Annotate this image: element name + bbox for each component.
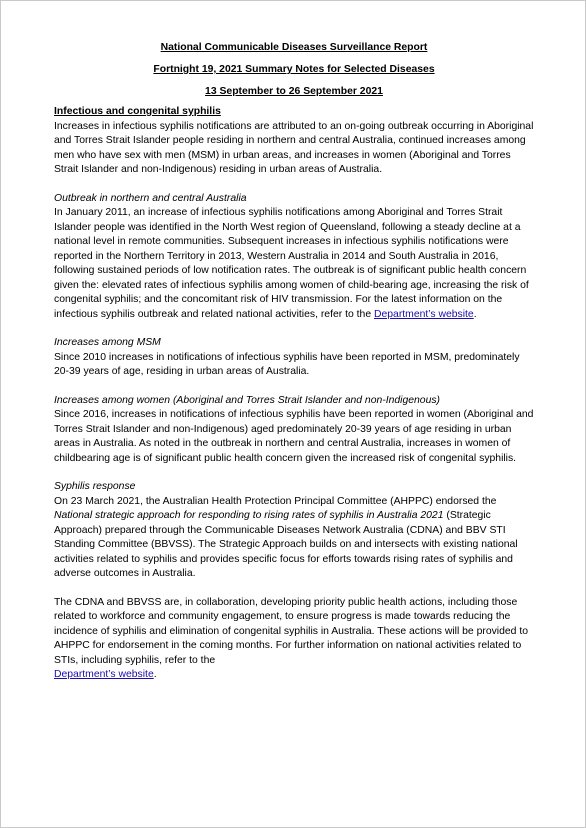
report-subtitle: Fortnight 19, 2021 Summary Notes for Selected Diseases <box>153 64 435 75</box>
outbreak-heading: Outbreak in northern and central Australia <box>54 192 247 204</box>
women-paragraph: Since 2016, increases in notifications of infectious syphilis have been reported in women (Aboriginal and Torres Strait Islander and non-Indigenous) aged predominately 20-39 years of age residing in urban areas in Australia. As noted in the outbreak in northern and central Australia, increases in women of childbearing age is of significant public health concern given the increased risk of congenital syphilis. <box>54 409 534 464</box>
department-website-link[interactable]: Department’s website <box>373 308 474 320</box>
outbreak-body: In January 2011, an increase of infectious syphilis notifications among Aboriginal and Torres Strait Islander people was identified in the North West region of Queensland, following a steady decline at a national level in remote communities. Subsequent increases in infectious syphilis notifications were reported in the Northern Territory in 2013, Western Australia in 2014 and South Australia in 2016, following sustained periods of low notification rates. The outbreak is of significant public health concern given the: elevated rates of infectious syphilis among women of child-bearing age, increasing the risk of congenital syphilis; and the concomitant risk of HIV transmission. For the latest information on the infectious syphilis outbreak and related national activities, refer to the <box>54 207 529 320</box>
response-end: . <box>153 669 157 680</box>
msm-paragraph: Since 2010 increases in notifications of infectious syphilis have been reported in MSM, predominately 20-39 years of age, residing in urban areas of Australia. <box>54 351 520 377</box>
response-body-start: On 23 March 2021, the Australian Health Protection Principal Committee (AHPPC) endorsed the <box>54 495 497 507</box>
document-body <box>54 105 534 683</box>
report-title: National Communicable Diseases Surveillance Report <box>160 42 428 53</box>
strategic-approach-title: National strategic approach for responding to rising rates of syphilis in Australia 2021 <box>54 510 444 521</box>
response-paragraph-2 <box>54 596 534 683</box>
msm-heading: Increases among MSM <box>54 337 161 348</box>
spacer <box>54 582 534 596</box>
response-body-end: (Strategic Approach) prepared through the Communicable Diseases Network Australia (CDNA) and BBV STI Standing Committee (BBVSS). The Strategic Approach builds on and intersects with existing national activities related to syphilis and provides specific focus for efforts towards rising rates of syphilis and adverse outcomes in Australia. <box>54 510 518 579</box>
response-heading: Syphilis response <box>54 481 136 492</box>
spacer <box>54 380 534 394</box>
women-heading: Increases among women (Aboriginal and Torres Strait Islander and non-Indigenous) <box>54 394 441 406</box>
spacer <box>54 466 534 480</box>
outbreak-paragraph <box>54 206 534 322</box>
section-intro: Increases in infectious syphilis notifications are attributed to an on-going outbreak occurring in Aboriginal and Torres Strait Islander people residing in northern and central Australia, continued increases among men who have sex with men (MSM) in urban areas, and increases in women (Aboriginal and Torres Strait Islander and non-Indigenous) residing in urban areas of Australia. <box>54 120 534 175</box>
spacer <box>54 178 534 192</box>
section-title: Infectious and congenital syphilis <box>54 106 221 117</box>
report-date-range: 13 September to 26 September 2021 <box>205 86 383 97</box>
outbreak-end: . <box>473 308 477 320</box>
department-website-link-2[interactable]: Department’s website <box>54 669 154 680</box>
response-para2: The CDNA and BBVSS are, in collaboration, developing priority public health actions, including those related to workforce and community engagement, to ensure progress is made towards reducing the incidence of syphilis and elimination of congenital syphilis in Australia. These actions will be provided to AHPPC for endorsement in the coming months. For further information on national activities related to STIs, including syphilis, refer to the <box>54 596 529 666</box>
response-paragraph <box>54 495 534 582</box>
spacer <box>54 322 534 336</box>
